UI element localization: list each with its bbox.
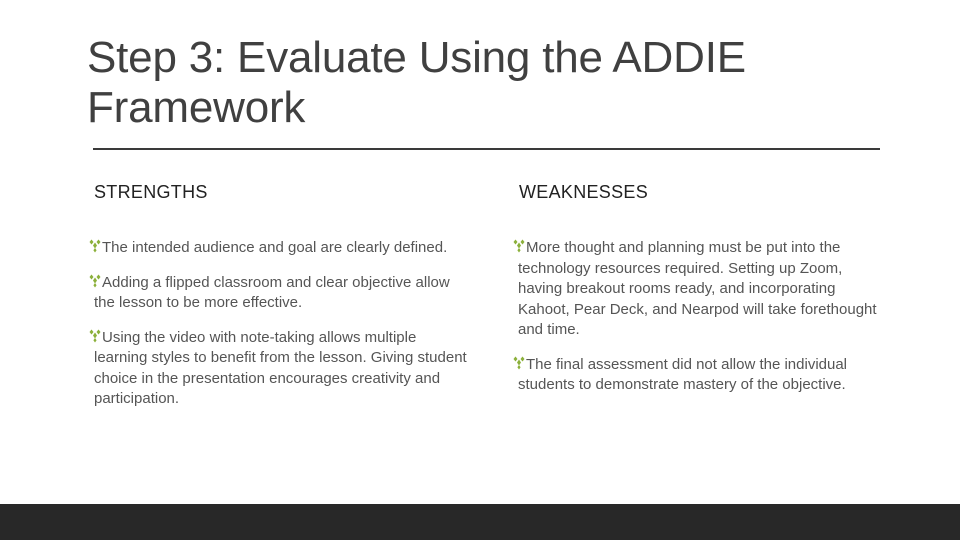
weaknesses-heading: WEAKNESSES xyxy=(519,182,649,202)
slide-title: Step 3: Evaluate Using the ADDIE Framework xyxy=(87,33,746,132)
diamond-bullet-icon xyxy=(88,274,102,288)
strengths-heading: STRENGTHS xyxy=(94,182,208,202)
weaknesses-list xyxy=(512,238,884,396)
title-divider xyxy=(93,148,880,150)
weakness-item-text: The final assessment did not allow the individual students to demonstrate mastery of the objective. xyxy=(518,355,848,393)
weakness-item-text: More thought and planning must be put into the technology resources required. Setting up Zoom, having breakout rooms ready, and incorporating Kahoot, Pear Deck, and Nearpod will take forethought and time. xyxy=(518,239,877,338)
diamond-bullet-icon xyxy=(512,356,526,370)
diamond-bullet-icon xyxy=(88,239,102,253)
strength-item-text: The intended audience and goal are clearly defined. xyxy=(102,239,448,256)
diamond-bullet-icon xyxy=(512,239,526,253)
weakness-item xyxy=(512,238,884,341)
strength-item-text: Adding a flipped classroom and clear objective allow the lesson to be more effective. xyxy=(94,273,450,311)
strengths-list xyxy=(88,238,468,410)
diamond-bullet-icon xyxy=(88,329,102,343)
weakness-item xyxy=(512,355,884,396)
bottom-bar xyxy=(0,504,960,540)
strength-item xyxy=(88,273,468,314)
strength-item xyxy=(88,238,468,259)
strength-item-text: Using the video with note-taking allows multiple learning styles to benefit from the lesson. Giving student choice in the presentation encourages creativity and participation. xyxy=(94,328,467,407)
strength-item xyxy=(88,328,468,410)
